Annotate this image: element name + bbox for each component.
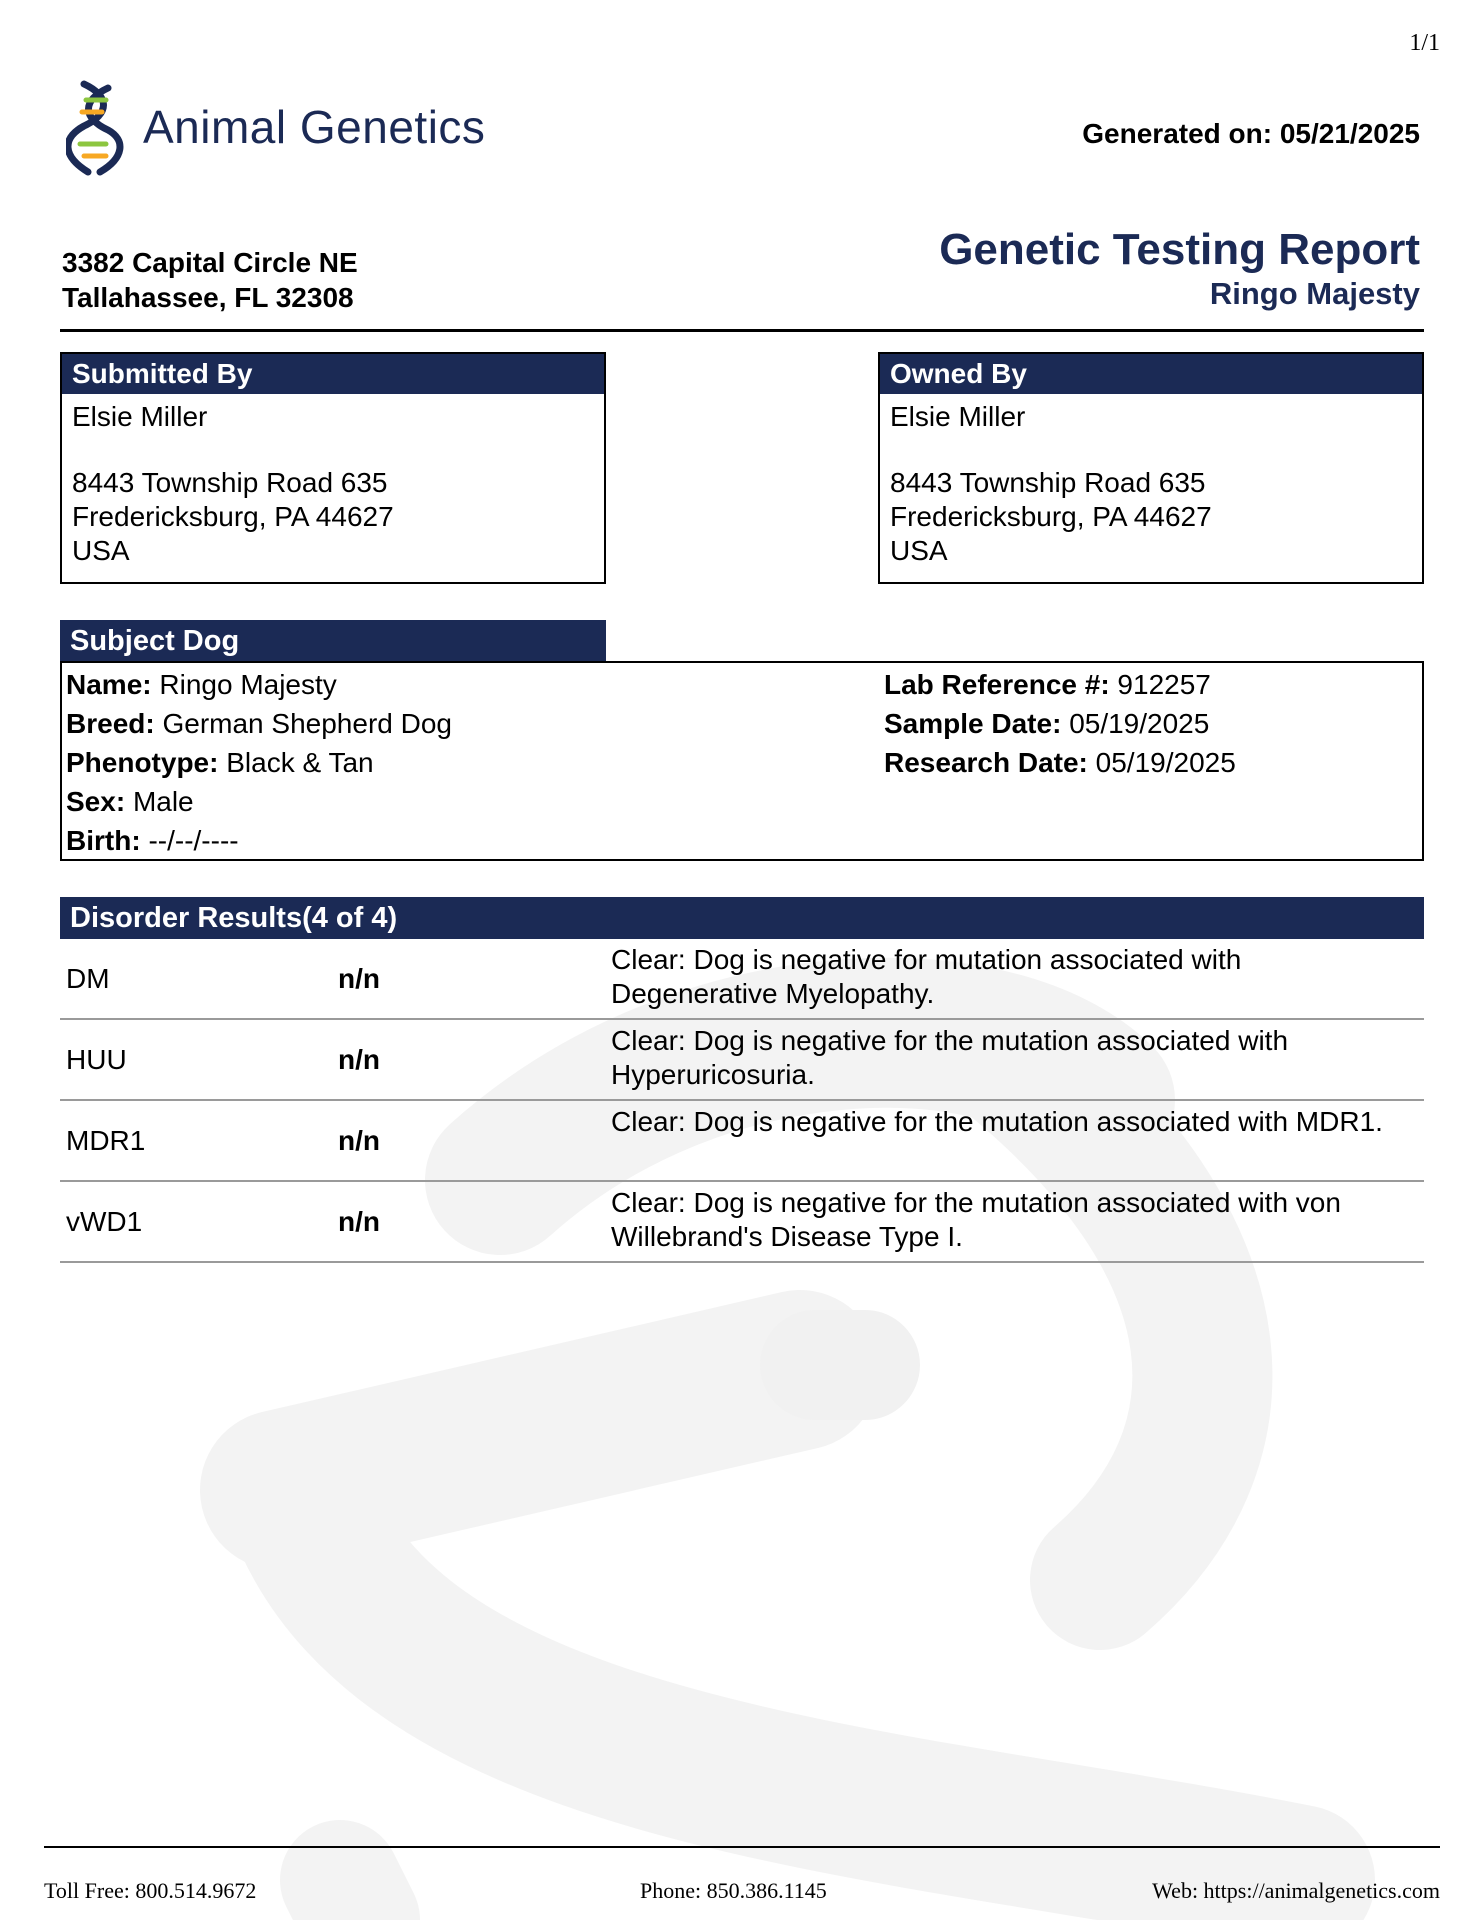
footer-web-link[interactable]: Web: https://animalgenetics.com bbox=[1152, 1878, 1440, 1903]
subject-phenotype-row bbox=[66, 743, 452, 782]
brand-name: Animal Genetics bbox=[143, 101, 486, 153]
report-subtitle: Ringo Majesty bbox=[1209, 276, 1420, 311]
lab-ref-row bbox=[884, 665, 1236, 704]
result-row bbox=[60, 939, 1424, 1020]
submitted-by-body bbox=[62, 394, 604, 574]
owner-address2: Fredericksburg, PA 44627 bbox=[890, 501, 1212, 532]
subject-phenotype-label: Phenotype: bbox=[66, 747, 219, 778]
result-row bbox=[60, 1182, 1424, 1263]
result-row bbox=[60, 1101, 1424, 1182]
result-genotype: n/n bbox=[338, 1125, 380, 1156]
subject-breed: German Shepherd Dog bbox=[162, 708, 452, 739]
generated-label: Generated on: bbox=[1082, 118, 1273, 149]
result-description: Clear: Dog is negative for mutation associated with Degenerative Myelopathy. bbox=[611, 944, 1242, 1009]
footer-divider bbox=[44, 1846, 1440, 1848]
subject-dog-heading: Subject Dog bbox=[60, 620, 606, 662]
subject-dog-box bbox=[60, 661, 1424, 861]
footer-phone: Phone: 850.386.1145 bbox=[640, 1878, 827, 1903]
research-date-label: Research Date: bbox=[884, 747, 1088, 778]
sample-date-row bbox=[884, 704, 1236, 743]
subject-sex-row bbox=[66, 782, 452, 821]
subject-left-fields bbox=[66, 665, 452, 860]
subject-name-row bbox=[66, 665, 452, 704]
subject-right-fields bbox=[884, 665, 1236, 782]
dna-helix-icon bbox=[66, 78, 126, 178]
report-title: Genetic Testing Report bbox=[939, 225, 1420, 274]
submitted-by-box bbox=[60, 352, 606, 584]
result-genotype: n/n bbox=[338, 963, 380, 994]
subject-birth-row bbox=[66, 821, 452, 860]
result-code: vWD1 bbox=[66, 1206, 143, 1237]
subject-name: Ringo Majesty bbox=[159, 669, 337, 700]
result-code: HUU bbox=[66, 1044, 127, 1075]
subject-phenotype: Black & Tan bbox=[226, 747, 374, 778]
result-description: Clear: Dog is negative for the mutation associated with Hyperuricosuria. bbox=[611, 1025, 1289, 1090]
owned-by-box bbox=[878, 352, 1424, 584]
research-date-row bbox=[884, 743, 1236, 782]
lab-address-line1: 3382 Capital Circle NE bbox=[62, 247, 358, 278]
result-row bbox=[60, 1020, 1424, 1101]
result-description: Clear: Dog is negative for the mutation associated with von Willebrand's Disease Type I. bbox=[611, 1187, 1341, 1252]
generated-date bbox=[1082, 118, 1420, 150]
lab-address-line2: Tallahassee, FL 32308 bbox=[62, 282, 354, 313]
subject-sex: Male bbox=[132, 786, 194, 817]
owner-country: USA bbox=[890, 535, 948, 566]
submitted-by-heading: Submitted By bbox=[62, 354, 604, 394]
generated-value: 05/21/2025 bbox=[1279, 118, 1420, 149]
result-description: Clear: Dog is negative for the mutation associated with MDR1. bbox=[611, 1106, 1383, 1137]
header-divider bbox=[60, 329, 1424, 332]
lab-ref-label: Lab Reference #: bbox=[884, 669, 1110, 700]
result-genotype: n/n bbox=[338, 1206, 380, 1237]
lab-ref-value: 912257 bbox=[1117, 669, 1211, 700]
owner-name: Elsie Miller bbox=[890, 401, 1026, 432]
subject-sex-label: Sex: bbox=[66, 786, 126, 817]
sample-date-label: Sample Date: bbox=[884, 708, 1062, 739]
result-code: MDR1 bbox=[66, 1125, 146, 1156]
owned-by-body bbox=[880, 394, 1422, 574]
research-date-value: 05/19/2025 bbox=[1095, 747, 1236, 778]
subject-birth-label: Birth: bbox=[66, 825, 141, 856]
subject-breed-label: Breed: bbox=[66, 708, 155, 739]
subject-birth: --/--/---- bbox=[148, 825, 239, 856]
submitter-address2: Fredericksburg, PA 44627 bbox=[72, 501, 394, 532]
lab-address bbox=[62, 245, 358, 315]
page-number: 1/1 bbox=[1409, 30, 1440, 56]
submitter-country: USA bbox=[72, 535, 130, 566]
result-code: DM bbox=[66, 963, 110, 994]
subject-breed-row bbox=[66, 704, 452, 743]
sample-date-value: 05/19/2025 bbox=[1069, 708, 1210, 739]
owned-by-heading: Owned By bbox=[880, 354, 1422, 394]
submitter-address1: 8443 Township Road 635 bbox=[72, 467, 388, 498]
owner-address1: 8443 Township Road 635 bbox=[890, 467, 1206, 498]
result-genotype: n/n bbox=[338, 1044, 380, 1075]
submitter-name: Elsie Miller bbox=[72, 401, 208, 432]
subject-name-label: Name: bbox=[66, 669, 152, 700]
footer-toll-free: Toll Free: 800.514.9672 bbox=[44, 1878, 257, 1903]
disorder-results-heading: Disorder Results(4 of 4) bbox=[60, 897, 1424, 939]
